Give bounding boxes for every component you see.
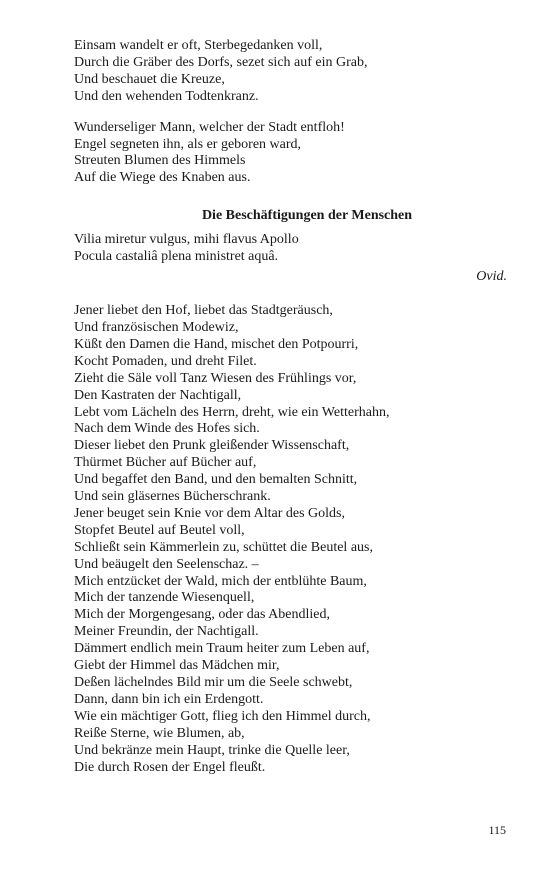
verse-line: Stopfet Beutel auf Beutel voll,	[74, 522, 245, 538]
epigraph-author: Ovid.	[476, 269, 507, 285]
verse-line: Den Kastraten der Nachtigall,	[74, 387, 242, 403]
stanza-1	[74, 38, 510, 106]
verse-line: Streuten Blumen des Himmels	[74, 153, 246, 169]
verse-line: Thürmet Bücher auf Bücher auf,	[74, 455, 257, 471]
verse-line: Jener liebet den Hof, liebet das Stadtgeräusch,	[74, 303, 333, 319]
verse-line: Nach dem Winde des Hofes sich.	[74, 421, 260, 437]
verse-line: Die durch Rosen der Engel fleußt.	[74, 759, 266, 775]
verse-line: Und französischen Modewiz,	[74, 319, 239, 335]
poem-title: Die Beschäftigungen der Menschen	[201, 208, 413, 224]
page-body	[74, 38, 510, 776]
verse-line: Und bekränze mein Haupt, trinke die Quelle leer,	[74, 742, 350, 758]
verse-line: Auf die Wiege des Knaben aus.	[74, 170, 251, 186]
verse-line: Zieht die Säle voll Tanz Wiesen des Frühlings vor,	[74, 370, 357, 386]
verse-line: Dämmert endlich mein Traum heiter zum Leben auf,	[74, 641, 370, 657]
epigraph	[74, 232, 510, 266]
verse-line: Meiner Freundin, der Nachtigall.	[74, 624, 259, 640]
verse-line: Engel segneten ihn, als er geboren ward,	[74, 136, 302, 152]
verse-line: Jener beuget sein Knie vor dem Altar des Golds,	[74, 505, 345, 521]
verse-line: Und begaffet den Band, und den bemalten Schnitt,	[74, 472, 358, 488]
verse-line: Lebt vom Lächeln des Herrn, dreht, wie ein Wetterhahn,	[74, 404, 390, 420]
verse-line: Mich entzücket der Wald, mich der entblühte Baum,	[74, 573, 367, 589]
verse-line: Und sein gläsernes Bücherschrank.	[74, 489, 271, 505]
verse-line: Durch die Gräber des Dorfs, sezet sich auf ein Grab,	[74, 54, 368, 70]
verse-line: Wunderseliger Mann, welcher der Stadt entfloh!	[74, 119, 345, 135]
verse-line: Deßen lächelndes Bild mir um die Seele schwebt,	[74, 675, 353, 690]
stanza-2	[74, 120, 510, 188]
verse-line: Küßt den Damen die Hand, mischet den Potpourri,	[74, 336, 359, 352]
verse-line: Dieser liebet den Prunk gleißender Wissenschaft,	[74, 438, 350, 454]
epigraph-line: Pocula castaliâ plena ministret aquâ.	[74, 249, 279, 265]
verse-line: Und beäugelt den Seelenschaz. –	[74, 556, 259, 572]
verse-line: Mich der Morgengesang, oder das Abendlied,	[74, 607, 330, 623]
verse-line: Mich der tanzende Wiesenquell,	[74, 590, 255, 606]
verse-line: Giebt der Himmel das Mädchen mir,	[74, 658, 280, 674]
poem-body	[74, 303, 510, 776]
verse-line: Kocht Pomaden, und dreht Filet.	[74, 353, 257, 369]
verse-line: Dann, dann bin ich ein Erdengott.	[74, 691, 264, 707]
epigraph-line: Vilia miretur vulgus, mihi flavus Apollo	[74, 232, 299, 248]
verse-line: Schließt sein Kämmerlein zu, schüttet die Beutel aus,	[74, 539, 373, 555]
verse-line: Reiße Sterne, wie Blumen, ab,	[74, 725, 245, 741]
verse-line: Wie ein mächtiger Gott, flieg ich den Himmel durch,	[74, 708, 371, 724]
stanza-gap	[74, 285, 510, 303]
verse-line: Und beschauet die Kreuze,	[74, 71, 225, 87]
verse-line: Einsam wandelt er oft, Sterbegedanken voll,	[74, 38, 323, 53]
verse-line: Und den wehenden Todtenkranz.	[74, 88, 259, 104]
page-number: 115	[488, 823, 506, 837]
stanza-gap	[74, 106, 510, 120]
